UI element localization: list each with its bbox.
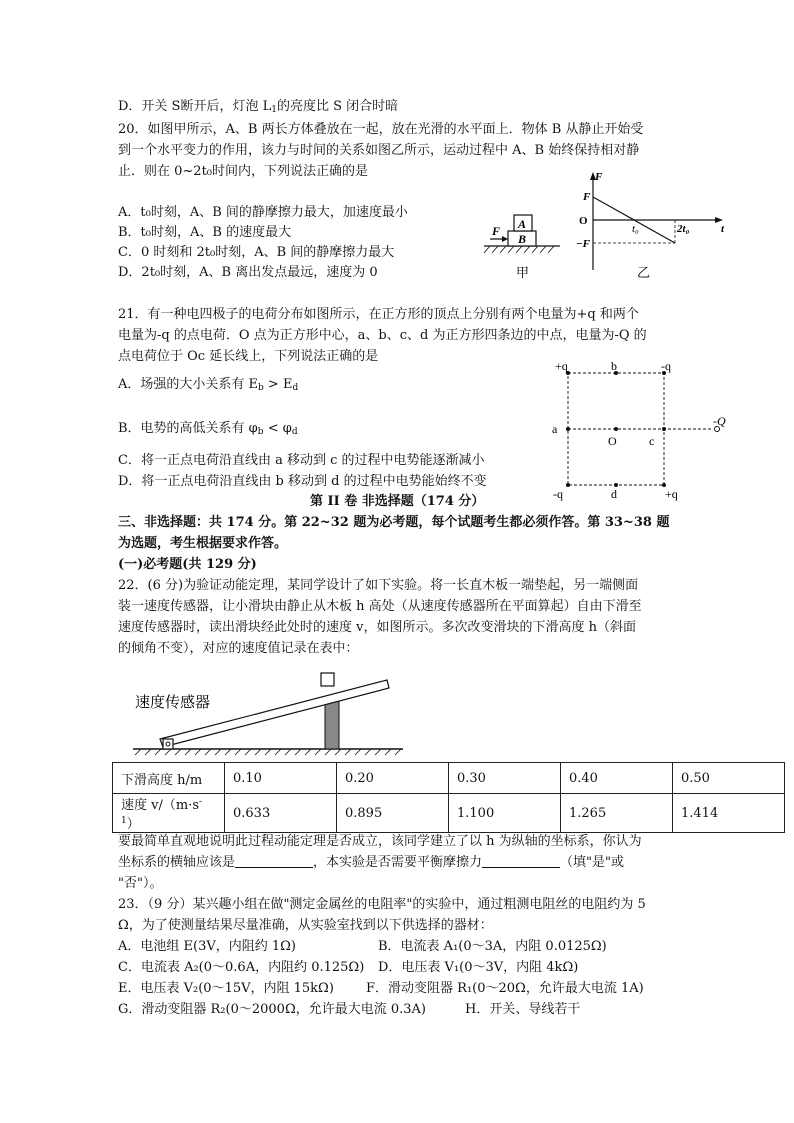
q19-option-d: D．开关 S断开后，灯泡 $L_1$的亮度比 S 闭合时暗 — [118, 99, 399, 115]
answer-blank-friction[interactable] — [482, 855, 560, 868]
q22-question-line3: "否"）。 — [118, 876, 163, 891]
table-cell: 0.20 — [337, 763, 449, 794]
label-a: A — [518, 217, 527, 231]
required-heading: (一)必考题(共 129 分) — [118, 557, 257, 572]
sensor-label: 速度传感器 — [135, 695, 211, 711]
table-cell: 0.633 — [225, 794, 337, 833]
q20-option-a: A．t₀时刻，A、B 间的静摩擦力最大，加速度最小 — [118, 205, 408, 220]
section3-line1: 三、非选择题：共 174 分。第 22~32 题为必考题，每个试题考生都必须作答。第 33~38 题 — [118, 515, 670, 530]
svg-text:d: d — [611, 487, 617, 501]
label-f: F — [492, 224, 501, 238]
svg-text:t₀: t₀ — [632, 223, 639, 235]
q23-stem-line2: Ω，为了使测量结果尽量准确，从实验室找到以下供选择的器材： — [118, 918, 493, 933]
q21-option-a: A．场强的大小关系有 $E_b > E_d$ — [118, 377, 299, 393]
q22-stem-line2: 装一速度传感器，让小滑块由静止从木板 h 高处（从速度传感器所在平面算起）自由下滑至 — [118, 599, 642, 614]
q23-option-b: B．电流表 A₁(0～3A，内阻 0.0125Ω) — [378, 939, 607, 954]
q23-option-g: G．滑动变阻器 R₂(0～2000Ω，允许最大电流 0.3A) — [118, 1002, 426, 1017]
q23-option-c: C．电流表 A₂(0～0.6A，内阻约 0.125Ω) — [118, 960, 365, 975]
svg-text:b: b — [611, 359, 617, 373]
q21-option-b: B．电势的高低关系有 $\varphi_b < \varphi_d$ — [118, 421, 298, 437]
svg-text:-q: -q — [661, 359, 671, 373]
q22-question-line2: 坐标系的横轴应该是 ，本实验是否需要平衡摩擦力 （填"是"或 — [118, 855, 624, 870]
svg-text:c: c — [649, 434, 655, 448]
q20-option-b: B．t₀时刻，A、B 的速度最大 — [118, 225, 292, 240]
table-row — [113, 763, 785, 794]
q23-stem-line1: 23．（9 分）某兴趣小组在做"测定金属丝的电阻率"的实验中，通过粗测电阻丝的电阻约为 5 — [118, 897, 646, 912]
svg-text:F: F — [595, 171, 603, 183]
table-cell: 0.30 — [449, 763, 561, 794]
q21-stem-line3: 点电荷位于 Oc 延长线上，下列说法正确的是 — [118, 349, 379, 364]
svg-text:+q: +q — [665, 487, 678, 501]
speed-sensor — [163, 739, 173, 749]
table-cell: 0.895 — [337, 794, 449, 833]
slider-block — [321, 673, 334, 686]
table-cell: 0.40 — [561, 763, 673, 794]
table-cell: 1.265 — [561, 794, 673, 833]
table-cell: 0.10 — [225, 763, 337, 794]
svg-text:2t₀: 2t₀ — [677, 223, 690, 235]
support-post — [325, 697, 339, 749]
caption-jia: 甲 — [516, 265, 530, 280]
q23-option-d: D．电压表 V₁(0～3V，内阻 4kΩ) — [378, 960, 579, 975]
figure-jia — [480, 198, 570, 288]
table-cell: 1.100 — [449, 794, 561, 833]
q21-stem-line1: 21．有一种电四极子的电荷分布如图所示，在正方形的顶点上分别有两个电量为+q 和两个 — [118, 307, 639, 322]
quadrupole-figure — [545, 358, 745, 503]
q20-stem-line2: 到一个水平变力的作用，该力与时间的关系如图乙所示，运动过程中 A、B 始终保持相对静 — [118, 143, 640, 158]
incline-figure — [125, 665, 415, 760]
label-b: B — [518, 232, 527, 246]
q20-stem-line1: 20．如图甲所示，A、B 两长方体叠放在一起，放在光滑的水平面上．物体 B 从静止开始受 — [118, 122, 644, 137]
incline-board — [160, 680, 389, 747]
svg-text:−F: −F — [576, 238, 591, 250]
figure-yi — [575, 170, 735, 290]
table-row — [113, 794, 785, 833]
q22-stem-line4: 的倾角不变），对应的速度值记录在表中： — [118, 641, 359, 656]
table-cell: 0.50 — [673, 763, 785, 794]
q23-option-h: H．开关、导线若干 — [465, 1002, 581, 1017]
svg-text:a: a — [552, 422, 558, 436]
q22-question-line1: 要最简单直观地说明此过程动能定理是否成立，该同学建立了以 h 为纵轴的坐标系，你认为 — [118, 834, 642, 849]
svg-text:-q: -q — [553, 487, 563, 501]
table-header-height: 下滑高度 h/m — [113, 763, 225, 794]
svg-text:t: t — [721, 223, 725, 235]
svg-text:-Q: -Q — [713, 414, 726, 428]
q20-option-c: C．0 时刻和 2t₀时刻，A、B 间的静摩擦力最大 — [118, 245, 395, 260]
q22-stem-line1: 22．(6 分)为验证动能定理，某同学设计了如下实验。将一长直木板一端垫起，另一端侧面 — [118, 578, 639, 593]
q20-option-d: D．2t₀时刻，A、B 离出发点最远，速度为 0 — [118, 265, 378, 280]
q21-option-c: C．将一正点电荷沿直线由 a 移动到 c 的过程中电势能逐渐减小 — [118, 453, 485, 468]
table-header-velocity: 速度 $v/(m\cdot s^{-1})$ — [113, 794, 225, 833]
svg-text:+q: +q — [555, 359, 568, 373]
q20-stem-line3: 止．则在 0~2t₀时间内，下列说法正确的是 — [118, 164, 369, 179]
q22-data-table — [112, 762, 785, 833]
q23-option-f: F．滑动变阻器 R₁(0～20Ω，允许最大电流 1A) — [366, 981, 644, 996]
svg-text:F: F — [583, 191, 591, 203]
q23-option-a: A．电池组 E(3V，内阻约 1Ω) — [118, 939, 296, 954]
q21-option-d: D．将一正点电荷沿直线由 b 移动到 d 的过程中电势能始终不变 — [118, 474, 487, 489]
svg-text:O: O — [608, 434, 617, 448]
part-ii-title: 第 II 卷 非选择题（174 分） — [310, 494, 485, 509]
q23-option-e: E．电压表 V₂(0～15V，内阻 15kΩ) — [118, 981, 334, 996]
q21-stem-line2: 电量为-q 的点电荷．O 点为正方形中心，a、b、c、d 为正方形四条边的中点，电量为-Q 的 — [118, 328, 647, 343]
answer-blank-axis[interactable] — [235, 855, 313, 868]
section3-line2: 为选题，考生根据要求作答。 — [118, 536, 288, 551]
table-cell: 1.414 — [673, 794, 785, 833]
caption-yi: 乙 — [637, 265, 651, 280]
svg-text:O: O — [579, 215, 588, 227]
q22-stem-line3: 速度传感器时，读出滑块经此处时的速度 v，如图所示。多次改变滑块的下滑高度 h（斜面 — [118, 620, 636, 635]
